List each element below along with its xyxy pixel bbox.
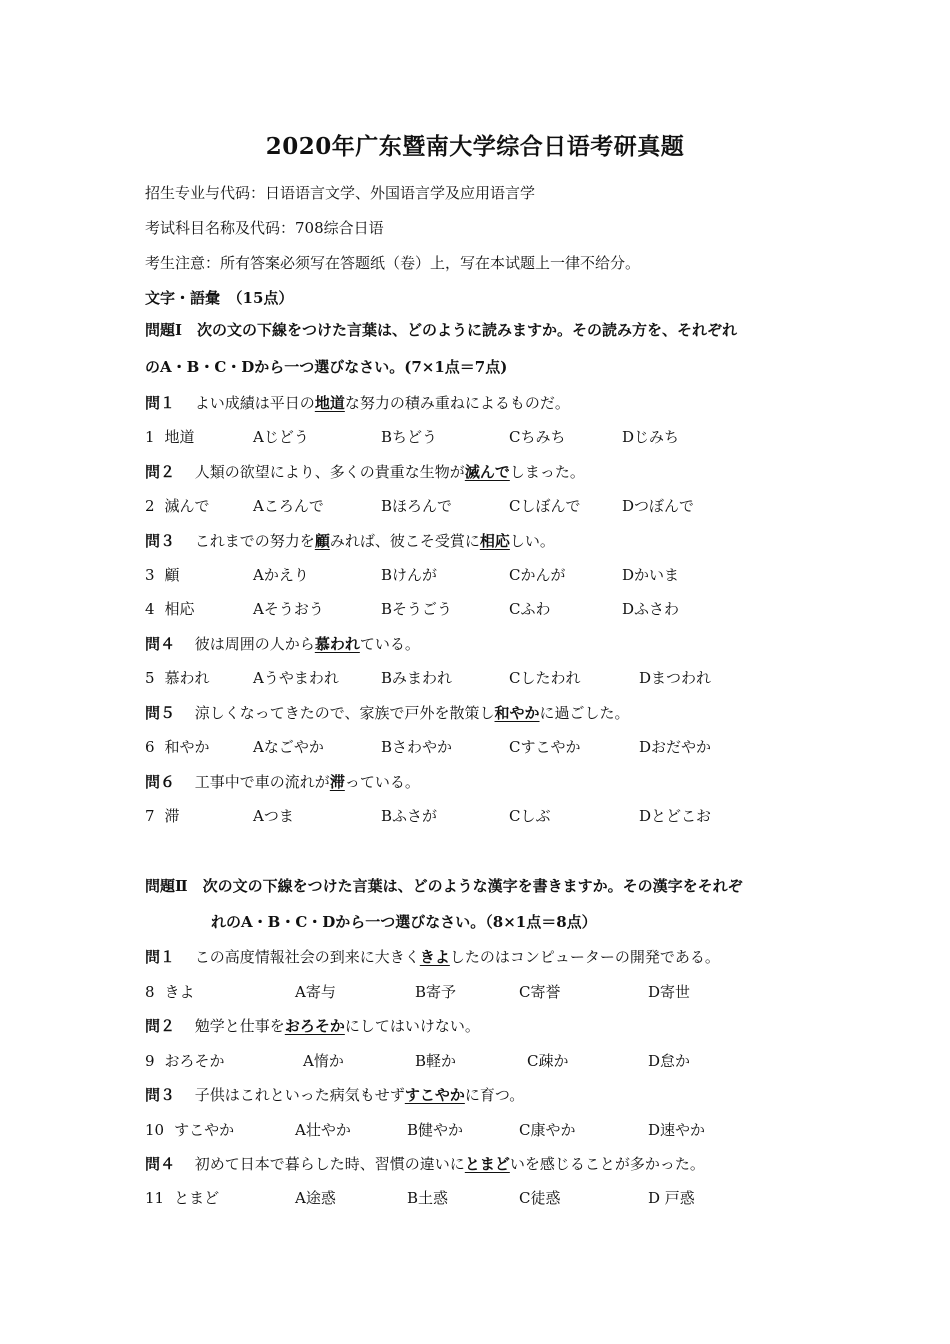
option-c: Cしたわれ bbox=[509, 669, 581, 687]
option-c: C徒惑 bbox=[519, 1189, 561, 1207]
answer-row-5 bbox=[145, 668, 210, 688]
question-text: よい成績は平日の bbox=[194, 394, 315, 412]
option-a: A寄与 bbox=[295, 983, 336, 1001]
part2-instruction-line2: れのA・B・C・Dから一つ選びなさい。（8×1点＝8点） bbox=[211, 913, 597, 931]
answer-row-4 bbox=[145, 599, 195, 619]
answer-word: すこやか bbox=[174, 1121, 235, 1139]
option-d: Dかいま bbox=[622, 566, 680, 584]
underlined-word: 顧 bbox=[314, 532, 330, 550]
answer-row-2 bbox=[145, 496, 210, 516]
option-c: Cすこやか bbox=[509, 738, 581, 756]
section-heading: 文字・語彙 （15点） bbox=[145, 289, 294, 307]
option-a: A途惑 bbox=[295, 1189, 336, 1207]
option-d: Dつぼんで bbox=[622, 497, 695, 515]
question-label: 問１ bbox=[145, 948, 176, 966]
underlined-word: とまど bbox=[464, 1155, 510, 1173]
question-label: 問６ bbox=[145, 773, 176, 791]
option-d: Dふさわ bbox=[622, 600, 680, 618]
info-line-subject: 考试科目名称及代码：708综合日语 bbox=[145, 219, 384, 237]
question-6 bbox=[145, 772, 420, 792]
option-d: D速やか bbox=[648, 1121, 706, 1139]
underlined-word: 相応 bbox=[479, 532, 510, 550]
answer-word: 滅んで bbox=[164, 497, 210, 515]
question-text: 初めて日本で暮らした時、習慣の違いに bbox=[194, 1155, 465, 1173]
question-ii-4 bbox=[145, 1154, 705, 1174]
option-b: B寄予 bbox=[415, 983, 457, 1001]
option-c: C疎か bbox=[527, 1052, 569, 1070]
underlined-word: 慕われ bbox=[314, 635, 360, 653]
option-c: Cふわ bbox=[509, 600, 551, 618]
question-ii-2 bbox=[145, 1016, 480, 1036]
question-text: 涼しくなってきたので、家族で戸外を散策し bbox=[194, 704, 495, 722]
option-b: Bさわやか bbox=[381, 738, 453, 756]
question-text: っている。 bbox=[344, 773, 420, 791]
option-d: Dまつわれ bbox=[639, 669, 712, 687]
question-ii-3 bbox=[145, 1085, 524, 1105]
answer-word: きよ bbox=[164, 983, 195, 1001]
question-2 bbox=[145, 462, 585, 482]
page-title: 2020年广东暨南大学综合日语考研真题 bbox=[265, 133, 685, 160]
question-5 bbox=[145, 703, 630, 723]
question-label: 問２ bbox=[145, 463, 176, 481]
answer-row-10 bbox=[145, 1120, 234, 1140]
answer-number: 3 bbox=[145, 566, 155, 584]
answer-word: 顧 bbox=[164, 566, 180, 584]
question-label: 問４ bbox=[145, 635, 176, 653]
question-label: 問３ bbox=[145, 1086, 176, 1104]
question-label: 問３ bbox=[145, 532, 176, 550]
option-b: Bふさが bbox=[381, 807, 438, 825]
option-b: Bちどう bbox=[381, 428, 438, 446]
option-d: Dおだやか bbox=[639, 738, 712, 756]
underlined-word: 滞 bbox=[329, 773, 345, 791]
question-text: 人類の欲望により、多くの貴重な生物が bbox=[194, 463, 465, 481]
answer-row-1 bbox=[145, 427, 195, 447]
option-b: Bみまわれ bbox=[381, 669, 453, 687]
option-b: Bほろんで bbox=[381, 497, 453, 515]
option-a: Aつま bbox=[253, 807, 294, 825]
answer-row-9 bbox=[145, 1051, 225, 1071]
answer-row-7 bbox=[145, 806, 180, 826]
info-line-notice: 考生注意：所有答案必须写在答题纸（卷）上，写在本试题上一律不给分。 bbox=[145, 254, 641, 272]
option-c: Cちみち bbox=[509, 428, 566, 446]
question-text: に過ごした。 bbox=[539, 704, 630, 722]
option-b: B土惑 bbox=[407, 1189, 449, 1207]
answer-row-3 bbox=[145, 565, 180, 585]
option-d: D 戸惑 bbox=[648, 1189, 695, 1207]
question-text: 子供はこれといった病気もせず bbox=[194, 1086, 405, 1104]
question-3 bbox=[145, 531, 555, 551]
option-c: Cしぼんで bbox=[509, 497, 581, 515]
question-text: この高度情報社会の到来に大きく bbox=[194, 948, 420, 966]
info-line-major: 招生专业与代码：日语语言文学、外国语言学及应用语言学 bbox=[145, 184, 536, 202]
option-a: Aかえり bbox=[253, 566, 309, 584]
option-b: B軽か bbox=[415, 1052, 457, 1070]
option-a: Aころんで bbox=[253, 497, 324, 515]
option-b: Bそうごう bbox=[381, 600, 453, 618]
answer-number: 2 bbox=[145, 497, 155, 515]
question-text: しまった。 bbox=[509, 463, 585, 481]
answer-word: 滞 bbox=[164, 807, 180, 825]
option-a: Aじどう bbox=[253, 428, 309, 446]
option-c: Cしぶ bbox=[509, 807, 551, 825]
question-text: しい。 bbox=[509, 532, 555, 550]
part2-instruction-line1: 問題Ⅱ 次の文の下線をつけた言葉は、どのような漢字を書きますか。その漢字をそれぞ bbox=[145, 877, 743, 895]
answer-number: 1 bbox=[145, 428, 155, 446]
option-a: A惰か bbox=[303, 1052, 344, 1070]
answer-number: 10 bbox=[145, 1121, 165, 1139]
question-text: 勉学と仕事を bbox=[194, 1017, 285, 1035]
answer-word: 和やか bbox=[164, 738, 210, 756]
underlined-word: 滅んで bbox=[464, 463, 510, 481]
underlined-word: 和やか bbox=[494, 704, 540, 722]
option-d: D寄世 bbox=[648, 983, 691, 1001]
answer-word: 地道 bbox=[164, 428, 195, 446]
option-a: Aうやまわれ bbox=[253, 669, 339, 687]
question-1 bbox=[145, 393, 570, 413]
answer-number: 5 bbox=[145, 669, 155, 687]
option-d: Dとどこお bbox=[639, 807, 712, 825]
answer-row-8 bbox=[145, 982, 195, 1002]
question-text: にしてはいけない。 bbox=[344, 1017, 480, 1035]
question-text: みれば、彼こそ受賞に bbox=[329, 532, 480, 550]
answer-number: 11 bbox=[145, 1189, 165, 1207]
question-label: 問２ bbox=[145, 1017, 176, 1035]
option-c: Cかんが bbox=[509, 566, 566, 584]
underlined-word: すこやか bbox=[404, 1086, 465, 1104]
question-label: 問５ bbox=[145, 704, 176, 722]
part1-instruction-line1: 問題Ⅰ 次の文の下線をつけた言葉は、どのように読みますか。その読み方を、それぞれ bbox=[145, 321, 738, 339]
question-text: 工事中で車の流れが bbox=[194, 773, 330, 791]
answer-number: 4 bbox=[145, 600, 155, 618]
question-label: 問４ bbox=[145, 1155, 176, 1173]
question-text: いを感じることが多かった。 bbox=[509, 1155, 705, 1173]
question-text: これまでの努力を bbox=[194, 532, 315, 550]
part1-instruction-line2: のA・B・C・Dから一つ選びなさい。(7×1点＝7点) bbox=[145, 358, 508, 376]
question-text: したのはコンピューターの開発である。 bbox=[449, 948, 720, 966]
question-text: 彼は周囲の人から bbox=[194, 635, 315, 653]
question-text: ている。 bbox=[359, 635, 420, 653]
option-c: C寄誉 bbox=[519, 983, 561, 1001]
option-c: C康やか bbox=[519, 1121, 576, 1139]
option-a: A壮やか bbox=[295, 1121, 351, 1139]
option-a: Aなごやか bbox=[253, 738, 324, 756]
option-d: Dじみち bbox=[622, 428, 680, 446]
option-b: Bけんが bbox=[381, 566, 438, 584]
question-text: な努力の積み重ねによるものだ。 bbox=[344, 394, 570, 412]
answer-word: とまど bbox=[174, 1189, 220, 1207]
answer-row-11 bbox=[145, 1188, 219, 1208]
option-a: Aそうおう bbox=[253, 600, 324, 618]
question-ii-1 bbox=[145, 947, 720, 967]
underlined-word: 地道 bbox=[314, 394, 345, 412]
answer-number: 8 bbox=[145, 983, 155, 1001]
underlined-word: きよ bbox=[419, 948, 450, 966]
question-text: に育つ。 bbox=[464, 1086, 525, 1104]
answer-number: 6 bbox=[145, 738, 155, 756]
answer-word: 相応 bbox=[164, 600, 195, 618]
answer-number: 9 bbox=[145, 1052, 155, 1070]
answer-word: 慕われ bbox=[164, 669, 210, 687]
underlined-word: おろそか bbox=[284, 1017, 345, 1035]
answer-word: おろそか bbox=[164, 1052, 225, 1070]
question-label: 問１ bbox=[145, 394, 176, 412]
option-b: B健やか bbox=[407, 1121, 464, 1139]
question-4 bbox=[145, 634, 420, 654]
answer-number: 7 bbox=[145, 807, 155, 825]
answer-row-6 bbox=[145, 737, 210, 757]
option-d: D怠か bbox=[648, 1052, 691, 1070]
